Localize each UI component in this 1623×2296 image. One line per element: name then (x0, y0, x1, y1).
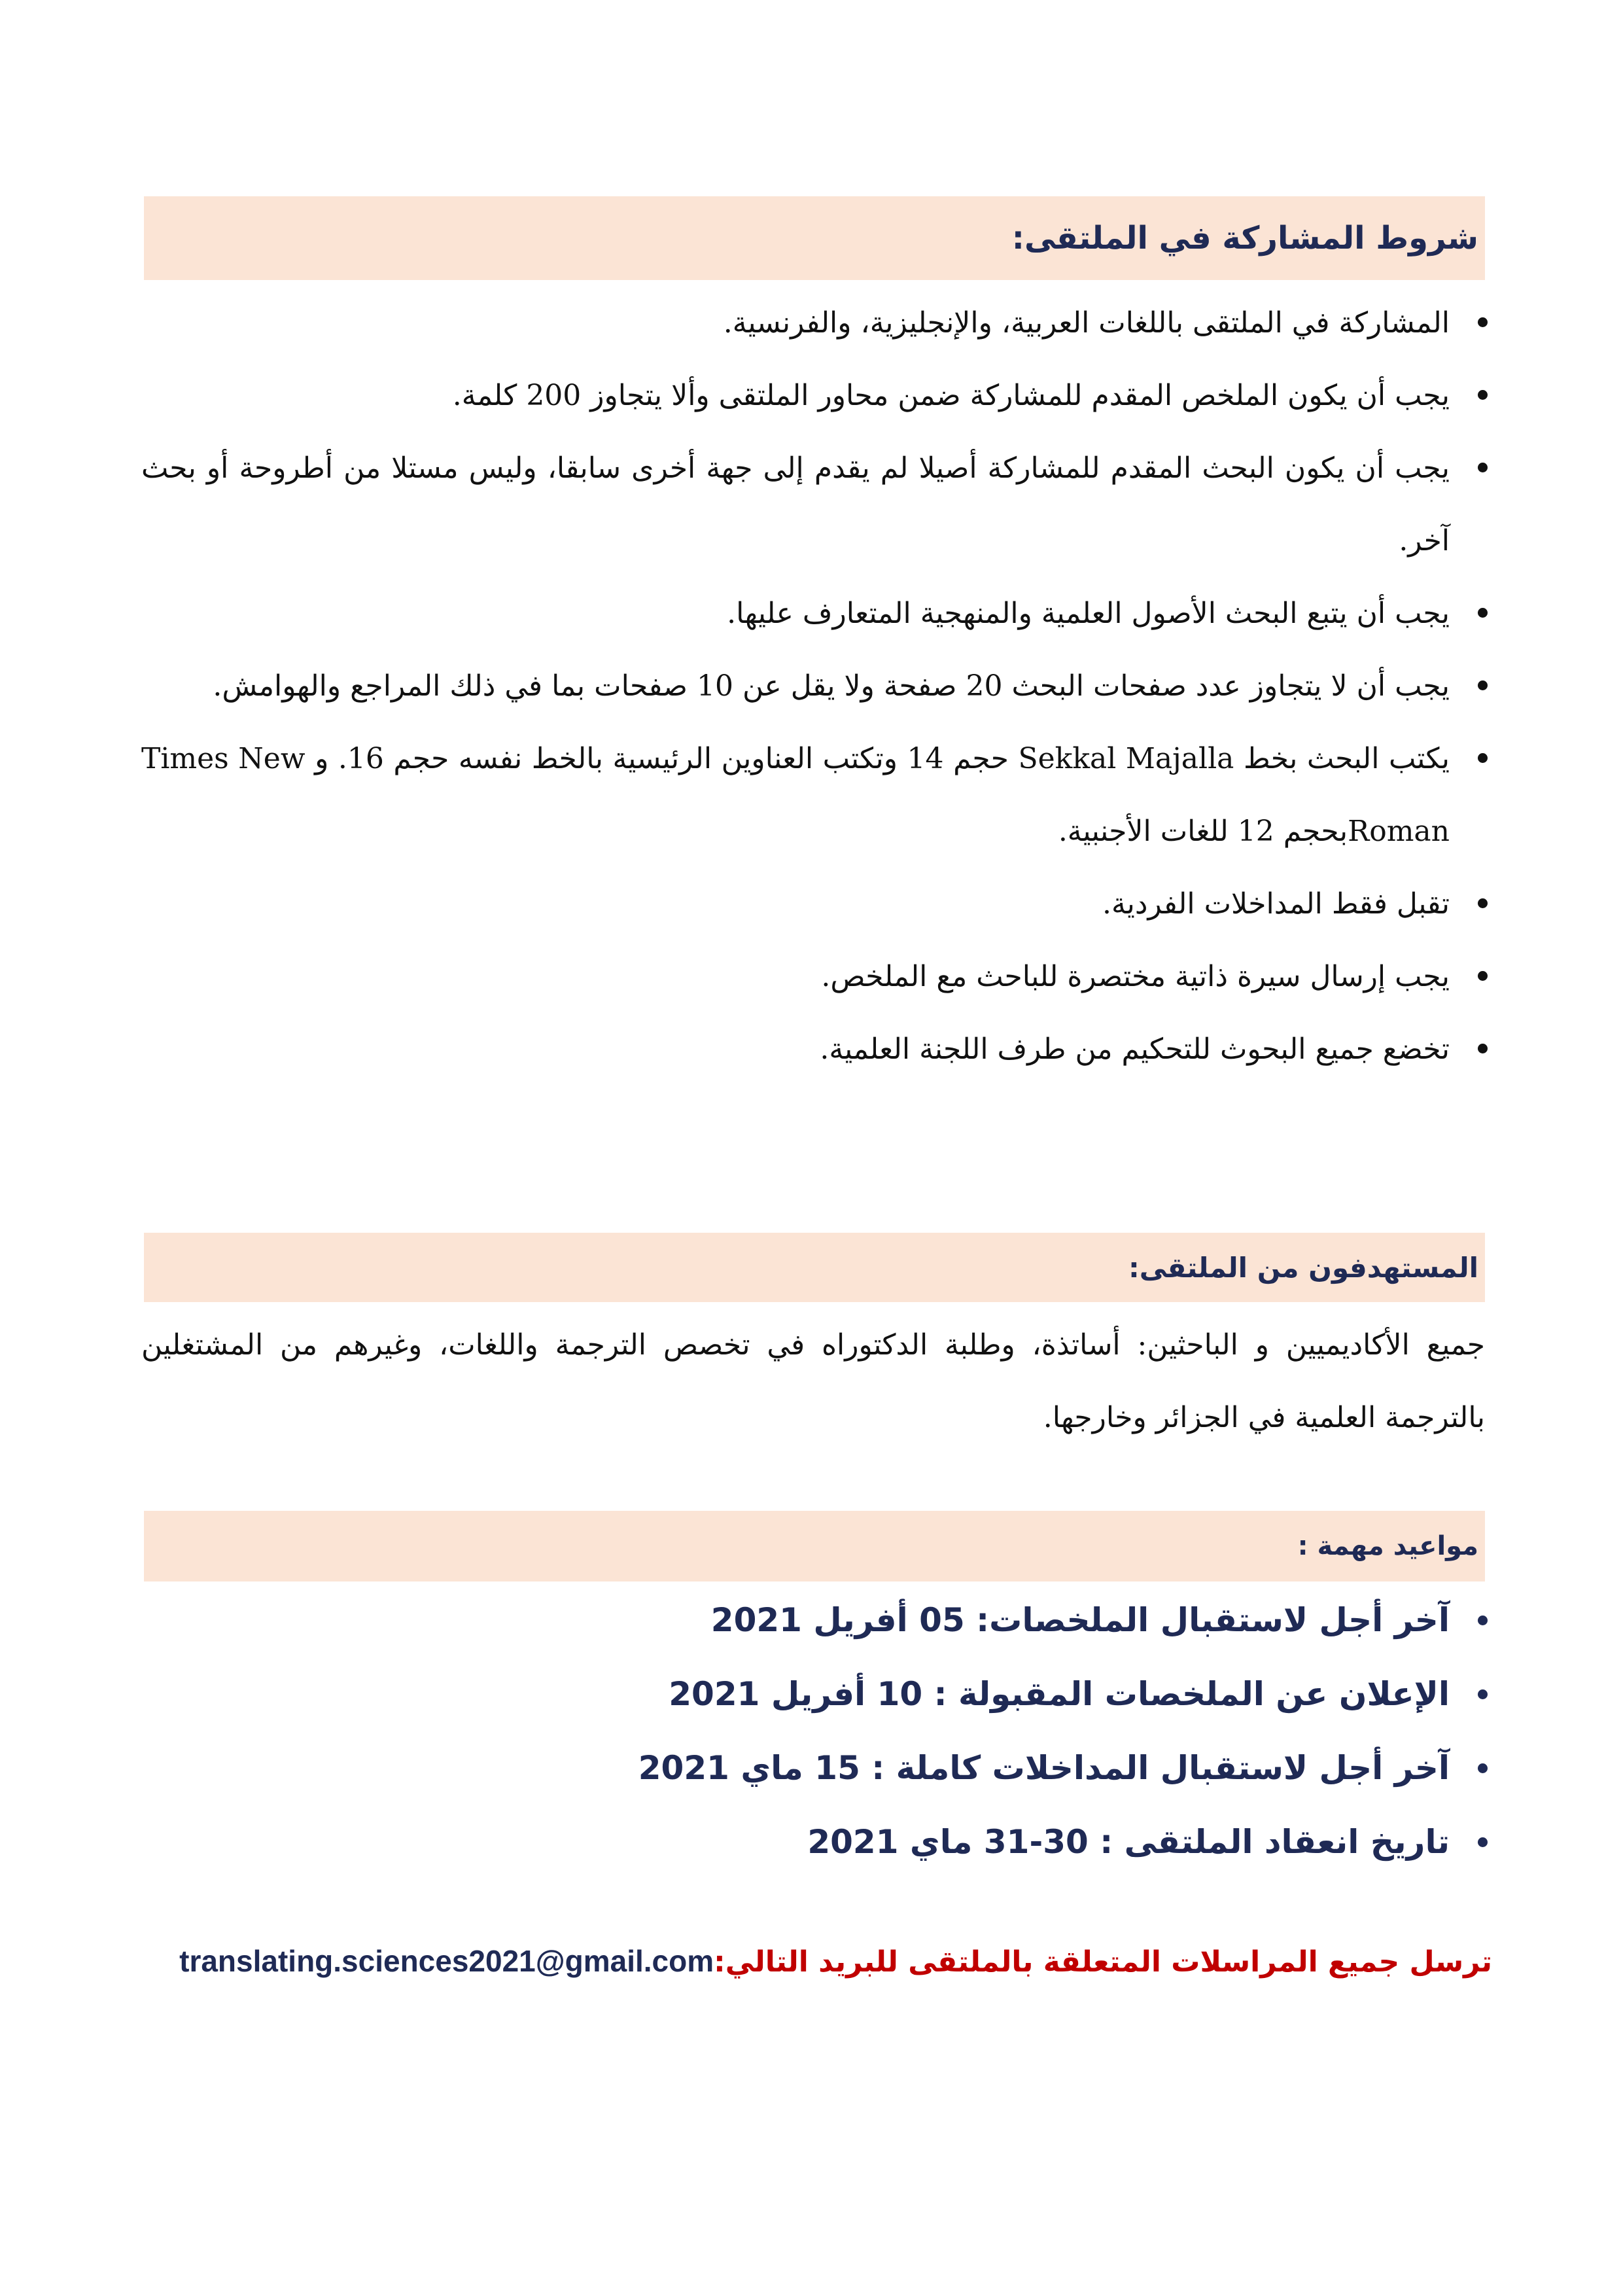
contact-line (118, 1943, 1492, 1979)
list-item: يجب أن لا يتجاوز عدد صفحات البحث 20 صفحة ولا يقل عن 10 صفحات بما في ذلك المراجع والهوامش. (141, 650, 1450, 722)
list-item: المشاركة في الملتقى باللغات العربية، والإنجليزية، والفرنسية. (141, 287, 1450, 359)
targets-heading: المستهدفون من الملتقى: (1128, 1251, 1478, 1284)
dates-heading-band (144, 1511, 1485, 1581)
targets-paragraph: جميع الأكاديميين و الباحثين: أساتذة، وطلبة الدكتوراه في تخصص الترجمة واللغات، وغيرهم من المشتغلين بالترجمة العلمية في الجزائر وخارجها. (141, 1328, 1485, 1434)
list-item: يجب أن يتبع البحث الأصول العلمية والمنهجية المتعارف عليها. (141, 577, 1450, 650)
date-item: الإعلان عن الملخصات المقبولة : 10 أفريل 2021 (141, 1657, 1450, 1731)
list-item: تقبل فقط المداخلات الفردية. (141, 868, 1450, 940)
date-item: آخر أجل لاستقبال المداخلات كاملة : 15 ماي 2021 (141, 1731, 1450, 1805)
dates-heading: مواعيد مهمة : (1297, 1531, 1478, 1561)
list-item: يكتب البحث بخط Sekkal Majalla حجم 14 وتكتب العناوين الرئيسية بالخط نفسه حجم 16. و Times New Romanبحجم 12 للغات الأجنبية. (141, 722, 1450, 868)
date-item: تاريخ انعقاد الملتقى : 30-31 ماي 2021 (141, 1805, 1450, 1879)
list-item: يجب أن يكون البحث المقدم للمشاركة أصيلا لم يقدم إلى جهة أخرى سابقا، وليس مستلا من أطروحة أو بحث آخر. (141, 432, 1450, 577)
contact-label: ترسل جميع المراسلات المتعلقة بالملتقى للبريد التالي: (714, 1945, 1492, 1979)
conditions-list (141, 287, 1450, 1086)
list-item: تخضع جميع البحوث للتحكيم من طرف اللجنة العلمية. (141, 1013, 1450, 1086)
contact-email-link[interactable]: translating.sciences2021@gmail.com (179, 1944, 714, 1978)
important-dates-list (141, 1583, 1450, 1879)
list-item: يجب إرسال سيرة ذاتية مختصرة للباحث مع الملخص. (141, 940, 1450, 1013)
targets-heading-band (144, 1233, 1485, 1302)
conditions-heading: شروط المشاركة في الملتقى: (1011, 220, 1478, 256)
conditions-heading-band (144, 196, 1485, 280)
list-item: يجب أن يكون الملخص المقدم للمشاركة ضمن محاور الملتقى وألا يتجاوز 200 كلمة. (141, 359, 1450, 432)
date-item: آخر أجل لاستقبال الملخصات: 05 أفريل 2021 (141, 1583, 1450, 1657)
